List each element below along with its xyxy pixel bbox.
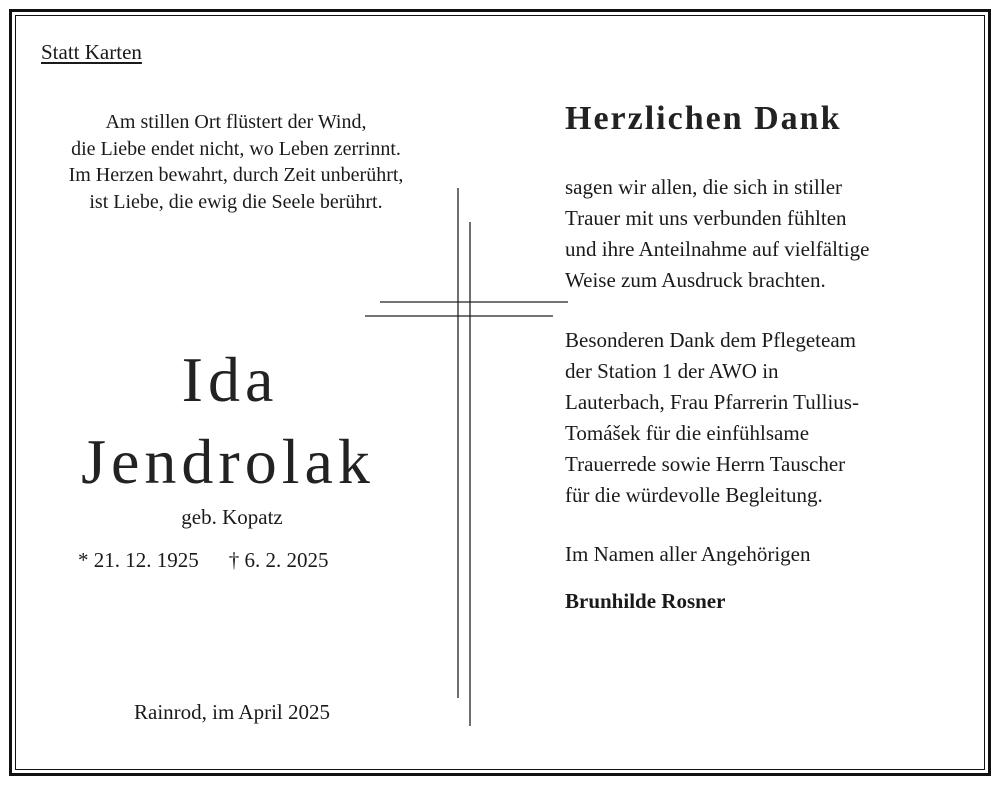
text-line: Tomášek für die einfühlsame [565,421,810,445]
text-line: Im Namen aller Angehörigen [565,542,811,566]
text-line: sagen wir allen, die sich in stiller [565,175,843,199]
death-date: † 6. 2. 2025 [228,548,329,572]
closing-line [565,539,811,570]
text-line: Lauterbach, Frau Pfarrerin Tullius- [565,390,859,414]
statt-karten-label: Statt Karten [41,40,142,64]
birth-date: * 21. 12. 1925 [78,548,199,572]
text-line: Besonderen Dank dem Pflegeteam [565,328,856,352]
poem-line: Am stillen Ort flüstert der Wind, [105,111,367,133]
poem-line: Im Herzen bewahrt, durch Zeit unberührt, [68,164,404,186]
life-dates [78,548,329,573]
poem-line: ist Liebe, die ewig die Seele berührt. [89,190,383,213]
signer-name: Brunhilde Rosner [565,589,726,613]
deceased-last-name: Jendrolak [81,426,375,497]
maiden-name: geb. Kopatz [181,505,283,529]
text-line: Trauerrede sowie Herrn Tauscher [565,452,846,476]
thanks-heading: Herzlichen Dank [565,100,842,137]
text-line: Weise zum Ausdruck brachten. [565,268,826,292]
thanks-paragraph-2 [565,325,859,511]
text-line: Trauer mit uns verbunden fühlten [565,206,847,230]
place-and-date: Rainrod, im April 2025 [134,700,330,724]
text-line: der Station 1 der AWO in [565,359,779,383]
thanks-paragraph-1 [565,172,869,296]
deceased-first-name: Ida [181,344,279,415]
text-line: für die würdevolle Begleitung. [565,483,823,507]
text-line: und ihre Anteilnahme auf vielfältige [565,237,870,261]
poem-line: die Liebe endet nicht, wo Leben zerrinnt. [71,137,401,160]
